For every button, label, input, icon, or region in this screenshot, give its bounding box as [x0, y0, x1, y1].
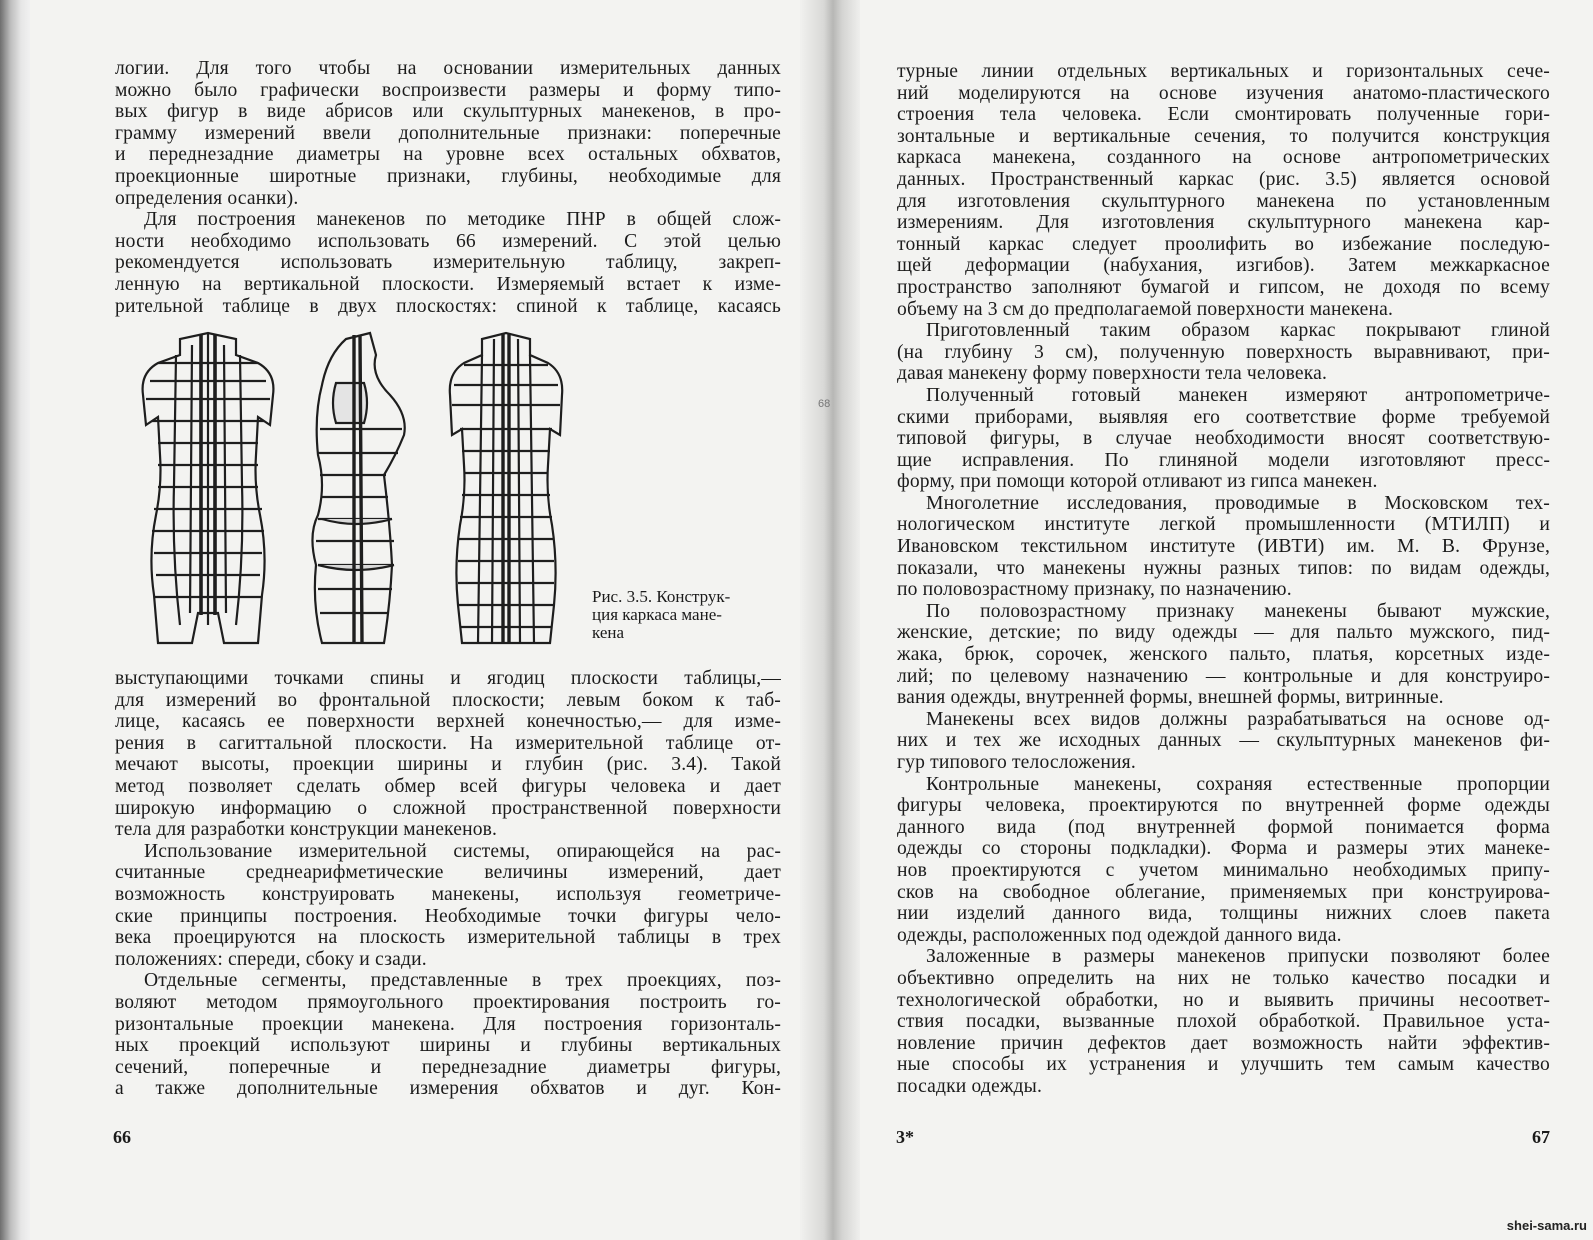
site-watermark: shei-sama.ru	[1506, 1218, 1587, 1233]
text-line: одежды, расположенных под одеждой данного вида.	[897, 924, 1342, 946]
text-line: Для построения манекенов по методике ПНР в общей слож-	[144, 209, 781, 231]
text-line: щие исправления. По глиняной модели изготовляют пресс-	[897, 449, 1550, 471]
gutter-mark: 68	[818, 398, 831, 410]
text-line: ности необходимо использовать 66 измерений. С этой целью	[115, 230, 781, 252]
mannequin-back-frame	[450, 333, 562, 643]
text-line: лий; по целевому назначению — контрольные и для конструиро-	[897, 665, 1550, 687]
text-line: каркаса манекена, созданного на основе антропометрических	[897, 147, 1550, 169]
text-line: сечений, поперечные и переднезадние диаметры фигуры,	[115, 1056, 781, 1078]
text-line: По половозрастному признаку манекены бывают мужские,	[926, 600, 1550, 622]
text-line: века проецируются на плоскость измерительной таблицы в трех	[115, 927, 781, 949]
text-line: для изготовления скульптурного манекена по установленным	[897, 190, 1550, 212]
book-gutter	[800, 0, 860, 1240]
text-line: ные способы их устранения и улучшить тем самым качество	[897, 1054, 1550, 1076]
text-line: объему на 3 см до предполагаемой поверхности манекена.	[897, 298, 1394, 320]
text-line: положениях: спереди, сбоку и сзади.	[115, 948, 427, 970]
text-line: сков на свободное облегание, применяемых при конструирова-	[897, 881, 1550, 903]
mannequin-front-frame	[143, 333, 274, 643]
text-line: а также дополнительные измерения обхватов и дуг. Кон-	[115, 1078, 781, 1100]
caption-line: кена	[592, 623, 625, 642]
text-line: нов проектируются с учетом минимально необходимых припу-	[897, 859, 1550, 881]
text-line: новление причин дефектов дает возможность найти эффектив-	[897, 1032, 1550, 1054]
book-page-edges	[0, 0, 30, 1240]
text-line: выступающими точками спины и ягодиц плоскости таблицы,—	[115, 668, 781, 689]
text-line: форму, при помощи которой отливают из гипса манекен.	[897, 471, 1378, 493]
text-line: лице, касаясь ее поверхности верхней конечностью,— для изме-	[115, 711, 781, 733]
text-line: можно было графически воспроизвести размеры и форму типо-	[115, 79, 781, 101]
mannequin-side-frame	[312, 333, 404, 643]
text-line: нии изделий данного вида, толщины нижних слоев пакета	[897, 903, 1550, 925]
text-line: них и тех же исходных данных — скульптурных манекенов фи-	[897, 730, 1550, 752]
page-number-right: 67	[1532, 1127, 1550, 1147]
text-line: технологической обработки, но и выявить причины несоответ-	[897, 989, 1550, 1011]
text-line: вых фигур в виде абрисов или скульптурных манекенов, в про-	[115, 101, 781, 123]
right-page-text	[897, 61, 1550, 1098]
figure-mannequin-frames	[108, 325, 578, 655]
text-line: измерениям. Для изготовления скульптурного манекена кар-	[897, 212, 1550, 234]
text-line: Отдельные сегменты, представленные в трех проекциях, поз-	[144, 970, 781, 992]
text-line: зонтальные и вертикальные сечения, то получится конструкция	[897, 125, 1550, 147]
text-line: воляют методом прямоугольного проектирования построить го-	[115, 991, 781, 1013]
text-line: для измерений во фронтальной плоскости; левым боком к таб-	[115, 689, 781, 711]
text-line: мечают высоты, проекции ширины и глубин (рис. 3.4). Такой	[115, 754, 781, 776]
text-line: ствия посадки, вызванные плохой обработкой. Правильное уста-	[897, 1011, 1550, 1033]
text-line: пространство заполняют бумагой и гипсом, не доходя по всему	[897, 276, 1550, 298]
text-line: тонный каркас следует проолифить во избежание последую-	[897, 233, 1550, 255]
text-line: типовой фигуры, в случае необходимости вносят соответствую-	[897, 428, 1550, 450]
caption-line: Рис. 3.5. Конструк-	[592, 587, 731, 606]
text-line: тела для разработки конструкции манекенов.	[115, 819, 498, 841]
text-line: Использование измерительной системы, опирающейся на рас-	[144, 840, 781, 862]
text-line: Ивановском текстильном институте (ИВТИ) им. М. В. Фрунзе,	[897, 536, 1550, 558]
text-line: объективно определить на них не только качество посадки и	[897, 967, 1550, 989]
text-line: посадки одежды.	[897, 1075, 1042, 1097]
text-line: проекционные широтные признаки, глубины, необходимые для	[115, 165, 781, 187]
text-line: жака, брюк, сорочек, женского пальто, платья, корсетных изде-	[897, 644, 1550, 666]
text-line: данного вида (под внутренней формой понимается форма	[897, 816, 1550, 838]
left-page-text-bottom	[115, 668, 781, 1100]
text-line: метод позволяет сделать обмер всей фигуры человека и дает	[115, 775, 781, 797]
text-line: по половозрастному признаку, по назначению.	[897, 579, 1292, 601]
text-line: Контрольные манекены, сохраняя естественные пропорции	[926, 773, 1550, 795]
text-line: строения тела человека. Если смонтировать полученные гори-	[897, 104, 1550, 126]
text-line: вания одежды, внутренней формы, внешней формы, витринные.	[897, 687, 1444, 709]
text-line: Приготовленный таким образом каркас покрывают глиной	[926, 320, 1550, 342]
text-line: фигуры человека, проектируются по внутренней форме одежды	[897, 795, 1550, 817]
text-line: Полученный готовый манекен измеряют антропометриче-	[926, 384, 1550, 406]
text-line: рения в сагиттальной плоскости. На измерительной таблице от-	[115, 732, 781, 754]
signature-mark: 3*	[896, 1127, 914, 1147]
page-number-left: 66	[113, 1127, 131, 1147]
text-line: Многолетние исследования, проводимые в Московском тех-	[926, 492, 1550, 514]
text-line: одежды со стороны подкладки). Форма и размеры этих манеке-	[897, 838, 1550, 860]
text-line: рекомендуется использовать измерительную таблицу, закреп-	[115, 252, 781, 274]
left-page-text-top	[115, 58, 781, 317]
text-line: скими приборами, выявляя его соответствие форме требуемой	[897, 406, 1550, 428]
text-line: Манекены всех видов должны разрабатываться на основе од-	[926, 708, 1550, 730]
text-line: считанные среднеарифметические величины измерений, дает	[115, 862, 781, 884]
text-line: определения осанки).	[115, 187, 299, 209]
text-line: грамму измерений ввели дополнительные признаки: поперечные	[115, 122, 781, 144]
text-line: турные линии отдельных вертикальных и горизонтальных сече-	[897, 61, 1550, 82]
text-line: рительной таблице в двух плоскостях: спиной к таблице, касаясь	[115, 295, 781, 317]
text-line: и переднезадние диаметры на уровне всех остальных обхватов,	[115, 144, 781, 166]
caption-line: ция каркаса мане-	[592, 605, 722, 624]
text-line: Заложенные в размеры манекенов припуски позволяют более	[926, 946, 1550, 968]
text-line: ленную на вертикальной плоскости. Измеряемый встает к изме-	[115, 273, 781, 295]
text-line: щей деформации (набухания, изгибов). Затем межкаркасное	[897, 255, 1550, 277]
text-line: ных проекций используют ширины и глубины вертикальных	[115, 1035, 781, 1057]
text-line: показали, что манекены нужны разных типов: по видам одежды,	[897, 557, 1550, 579]
text-line: нологическом институте легкой промышленности (МТИЛП) и	[897, 514, 1550, 536]
text-line: ризонтальные проекции манекена. Для построения горизонталь-	[115, 1013, 781, 1035]
text-line: женские, детские; по виду одежды — для пальто мужского, пид-	[897, 622, 1550, 644]
text-line: ний моделируются на основе изучения анатомо-пластического	[897, 82, 1550, 104]
text-line: логии. Для того чтобы на основании измерительных данных	[115, 58, 781, 79]
figure-caption	[592, 588, 780, 642]
text-line: данных. Пространственный каркас (рис. 3.5) является основой	[897, 168, 1550, 190]
text-line: широкую информацию о сложной пространственной поверхности	[115, 797, 781, 819]
text-line: (на глубину 3 см), полученную поверхность выравнивают, при-	[897, 341, 1550, 363]
text-line: ские принципы построения. Необходимые точки фигуры чело-	[115, 905, 781, 927]
text-line: гур типового телосложения.	[897, 752, 1136, 773]
text-line: возможность конструировать манекены, используя геометриче-	[115, 883, 781, 905]
text-line: давая манекену форму поверхности тела человека.	[897, 363, 1327, 385]
